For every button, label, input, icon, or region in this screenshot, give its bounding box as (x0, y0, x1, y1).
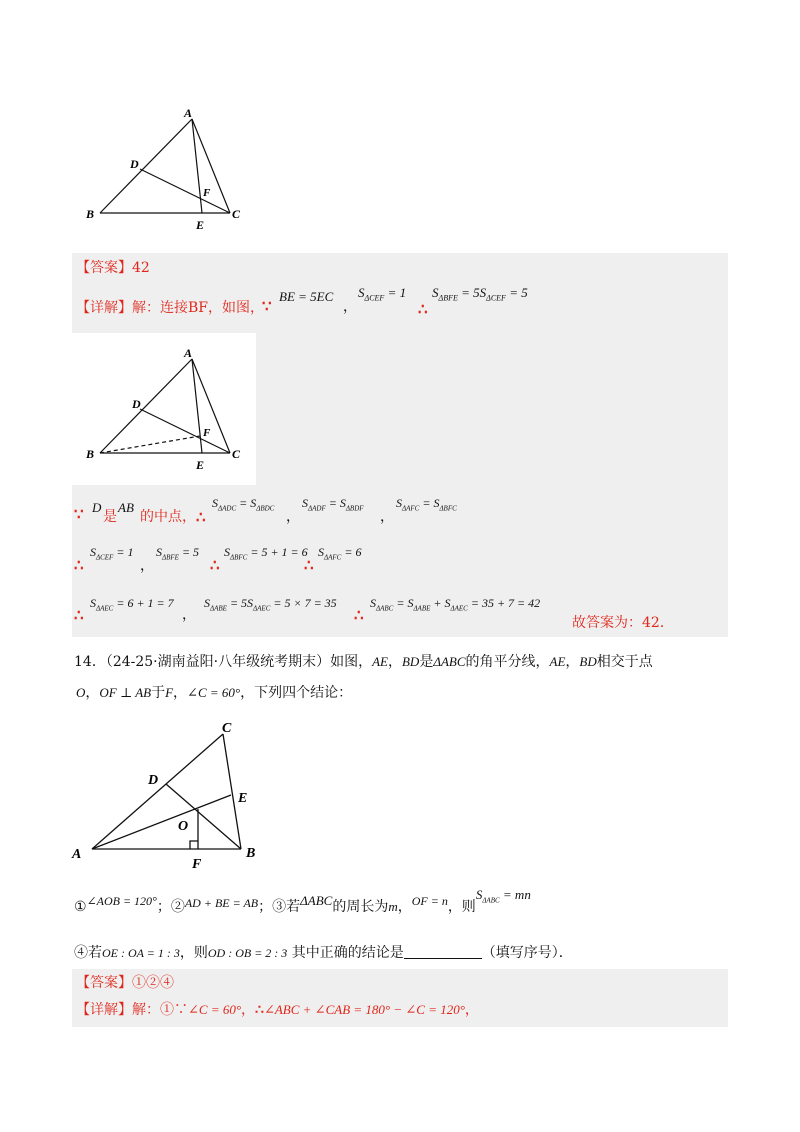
q13-therefore-7: ∴ (354, 606, 364, 624)
q14-number: 14． (74, 654, 106, 670)
q14-detail-tag: 【详解】 (76, 1002, 132, 1018)
q14-c60: ∠C = 60° (187, 685, 241, 700)
q13-eq-safc-2: $S_{\Delta AFC} = 6$ (318, 545, 362, 562)
q13-because-2: ∵ (74, 505, 84, 523)
q14-detail-c60: ∠C = 60° (188, 1002, 242, 1017)
fig1-label-b: B (86, 207, 95, 221)
q13-answer-value: 42 (132, 260, 150, 276)
q14-c1: ∠AOB = 120° (86, 894, 157, 908)
q13-because-symbol: ∵ (262, 297, 272, 315)
q13-comma-1: ， (343, 299, 357, 315)
q13-eq-scef: $S_{\Delta CEF} = 1$ (358, 285, 407, 303)
q14-ae: AE (372, 654, 388, 669)
q13-answer-line (76, 258, 150, 278)
figure-1-triangle (80, 105, 255, 235)
figure-2-triangle (80, 345, 255, 475)
q14-answer-value: ①②④ (132, 975, 174, 991)
fig1-label-e: E (196, 218, 205, 232)
q14-answer-blank[interactable] (404, 944, 482, 959)
fig3-label-o: O (178, 819, 189, 834)
fig1-label-a: A (184, 106, 193, 120)
fig3-label-b: B (246, 846, 256, 861)
q14-answer-line (76, 973, 174, 993)
q14-c2: AD + BE = AB (184, 896, 259, 910)
q14-bd2: BD (579, 654, 597, 669)
q14-c3-area: $S_{\Delta ABC}$ = mn (475, 887, 531, 905)
fig3-label-c: C (222, 721, 232, 736)
q13-comma-3: ， (380, 509, 394, 525)
q13-eq-sadf: $S_{\Delta ADF} = S_{\Delta BDF}$ (302, 496, 364, 513)
q13-eq-scef-2: $S_{\Delta CEF} = 1$ (90, 545, 134, 562)
q13-d: D (92, 500, 102, 515)
q13-detail-tag: 【详解】 (76, 300, 132, 316)
q14-c3-of: OF = n (411, 894, 448, 908)
q13-eq-be-ec: BE = 5EC (279, 289, 334, 304)
q14-c4-b: OD : OB = 2 : 3 (207, 946, 288, 960)
q13-therefore-4: ∴ (210, 556, 220, 574)
fig3-label-a: A (72, 847, 82, 862)
q13-comma-5: ， (182, 607, 196, 623)
figure-3-triangle (68, 712, 278, 872)
q14-bd: BD (401, 654, 420, 669)
q13-therefore-5: ∴ (304, 556, 314, 574)
q13-detail-line (76, 298, 264, 318)
q13-eq-sadc: $S_{\Delta ADC} = S_{\Delta BDC}$ (212, 496, 275, 513)
q13-answer-tag: 【答案】 (76, 260, 132, 276)
fig2-label-c: C (232, 447, 241, 461)
q13-comma-4: ， (140, 558, 154, 574)
q14-c4-a: OE : OA = 1 : 3 (102, 946, 180, 960)
q13-eq-saec: $S_{\Delta AEC} = 6 + 1 = 7$ (90, 596, 174, 613)
q14-detail-sum: ∠ABC + ∠CAB = 180° − ∠C = 120° (263, 1002, 465, 1017)
q13-eq-sabc: $S_{\Delta ABC} = S_{\Delta ABE} + S_{\Delta AEC} = 35 + 7 = 42$ (370, 596, 541, 613)
q13-detail-text: 解：连接BF，如图， (132, 300, 265, 316)
fig3-label-d: D (148, 773, 159, 788)
q14-conclusions-line1: ①∠AOB = 120°；②AD + BE = AB；③若ΔABC的周长为m，OF = n，则$S_{\Delta ABC}$ = mn (74, 887, 531, 915)
q13-therefore-1: ∴ (418, 300, 428, 318)
q14-o: O (76, 685, 86, 700)
fig1-label-f: F (203, 187, 211, 199)
fig2-label-e: E (196, 458, 205, 472)
fig3-label-f: F (192, 857, 202, 872)
q13-eq-sbfe: $S_{\Delta BFE} = 5S_{\Delta CEF} = 5$ (432, 285, 528, 303)
q13-comma-2: ， (286, 509, 300, 525)
q13-therefore-3: ∴ (74, 556, 84, 574)
q13-midpoint: 的中点， (140, 509, 196, 525)
fig1-label-c: C (232, 207, 241, 221)
q14-source: （24-25·湖南益阳·八年级统考期末） (105, 654, 331, 670)
q13-shi: 是 (103, 509, 117, 525)
q14-ae2: AE (549, 654, 566, 669)
fig2-label-d: D (132, 397, 141, 411)
q14-stem-line2: O，OF ⊥ AB于F，∠C = 60°，下列四个结论： (76, 685, 353, 701)
q14-c3-tri: ΔABC (300, 893, 333, 908)
q13-eq-sbfc: $S_{\Delta BFC} = 5 + 1 = 6$ (224, 545, 308, 562)
q14-f: F (165, 685, 174, 700)
q13-final-answer: 故答案为：42． (572, 615, 674, 631)
fig2-label-a: A (184, 346, 193, 360)
q13-solution-box-lower (256, 333, 728, 485)
fig2-label-f: F (203, 427, 211, 439)
q13-eq-safc: $S_{\Delta AFC} = S_{\Delta BFC}$ (396, 496, 457, 513)
q13-therefore-6: ∴ (74, 606, 84, 624)
fig3-label-e: E (238, 791, 248, 806)
q14-detail-line: 【详解】解：①∵∠C = 60°，∴∠ABC + ∠CAB = 180° − ∠C = 120°， (76, 1002, 479, 1018)
q13-eq-sbfe-2: $S_{\Delta BFE} = 5$ (156, 545, 200, 562)
fig2-label-b: B (86, 447, 95, 461)
q14-of-perp: OF ⊥ AB (99, 685, 152, 700)
q13-eq-sabe: $S_{\Delta ABE} = 5S_{\Delta AEC} = 5 \times 7 = 35$ (204, 596, 337, 613)
q14-stem-line1: 14．（24-25·湖南益阳·八年级统考期末）如图，AE，BD是ΔABC的角平分线，AE，BD相交于点 (74, 654, 653, 670)
q14-abc: ΔABC (433, 654, 466, 669)
q13-ab: AB (118, 500, 134, 515)
q14-answer-tag: 【答案】 (76, 975, 132, 991)
q14-stem1: 如图， (330, 654, 373, 670)
q13-therefore-2: ∴ (196, 508, 206, 526)
q14-conclusions-line2: ④若OE : OA = 1 : 3，则OD : OB = 2 : 3 其中正确的结论是 （填写序号）． (74, 945, 573, 961)
fig1-label-d: D (130, 157, 139, 171)
